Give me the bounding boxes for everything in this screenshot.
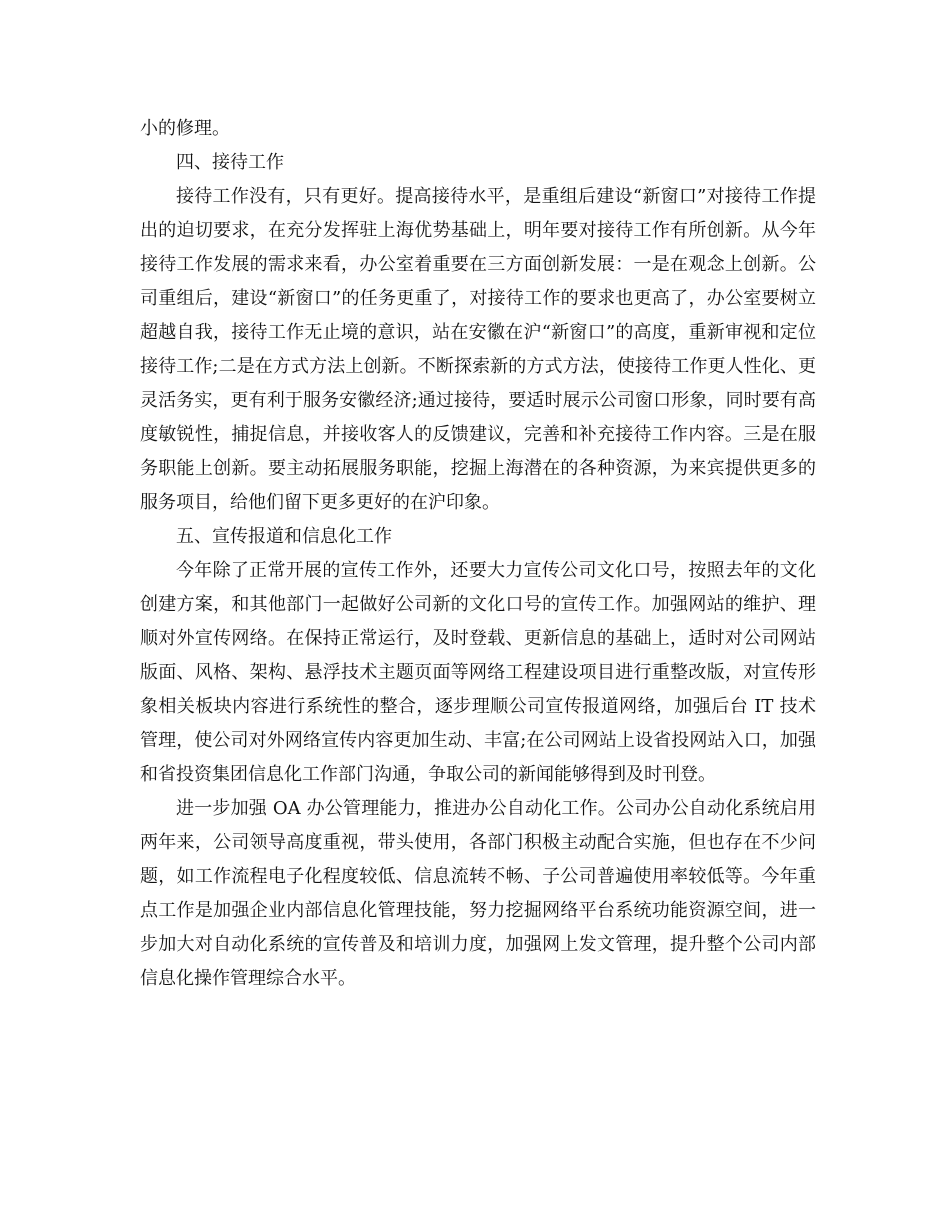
- document-page: [140, 112, 816, 996]
- section-heading-reception: 四、接待工作: [176, 152, 284, 173]
- paragraph-publicity: 今年除了正常开展的宣传工作外，还要大力宣传公司文化口号，按照去年的文化创建方案，和其他部门一起做好公司新的文化口号的宣传工作。加强网站的维护、理顺对外宣传网络。在保持正常运行，及时登载、更新信息的基础上，适时对公司网站版面、风格、架构、悬浮技术主题页面等网络工程建设项目进行重整改版，对宣传形象相关板块内容进行系统性的整合，逐步理顺公司宣传报道网络，加强后台 IT 技术管理，使公司对外网络宣传内容更加生动、丰富;在公司网站上设省投网站入口，加强和省投资集团信息化工作部门沟通，争取公司的新闻能够得到及时刊登。: [140, 560, 816, 785]
- paragraph-continuation: 小的修理。: [140, 118, 230, 139]
- section-heading-publicity: 五、宣传报道和信息化工作: [176, 526, 392, 547]
- paragraph-oa-automation: 进一步加强 OA 办公管理能力，推进办公自动化工作。公司办公自动化系统启用两年来，公司领导高度重视，带头使用，各部门积极主动配合实施，但也存在不少问题，如工作流程电子化程度较低、信息流转不畅、子公司普遍使用率较低等。今年重点工作是加强企业内部信息化管理技能，努力挖掘网络平台系统功能资源空间，进一步加大对自动化系统的宣传普及和培训力度，加强网上发文管理，提升整个公司内部信息化操作管理综合水平。: [140, 798, 816, 989]
- paragraph-reception: 接待工作没有，只有更好。提高接待水平，是重组后建设“新窗口”对接待工作提出的迫切要求，在充分发挥驻上海优势基础上，明年要对接待工作有所创新。从今年接待工作发展的需求来看，办公室着重要在三方面创新发展：一是在观念上创新。公司重组后，建设“新窗口”的任务更重了，对接待工作的要求也更高了，办公室要树立超越自我，接待工作无止境的意识，站在安徽在沪“新窗口”的高度，重新审视和定位接待工作;二是在方式方法上创新。不断探索新的方式方法，使接待工作更人性化、更灵活务实，更有利于服务安徽经济;通过接待，要适时展示公司窗口形象，同时要有高度敏锐性，捕捉信息，并接收客人的反馈建议，完善和补充接待工作内容。三是在服务职能上创新。要主动拓展服务职能，挖掘上海潜在的各种资源，为来宾提供更多的服务项目，给他们留下更多更好的在沪印象。: [140, 186, 816, 513]
